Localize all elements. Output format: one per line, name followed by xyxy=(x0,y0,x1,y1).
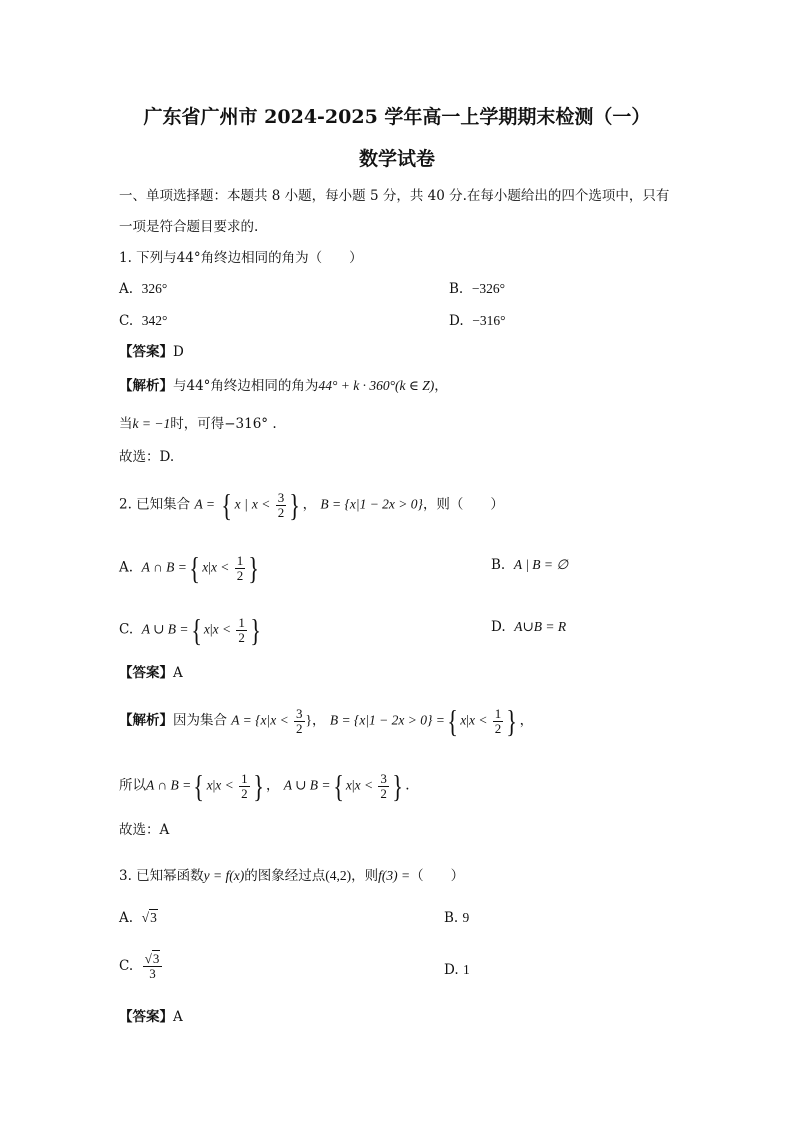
q2-option-c xyxy=(119,614,263,646)
option-expr: A ∪ B = xyxy=(141,621,189,637)
option-label: C. xyxy=(119,621,134,638)
option-label: A. xyxy=(119,910,134,926)
q2-analysis-line-1: 【解析】因为集合 A = {x|x < $\frac{3}{2}$ }， B = {x|1 − 2x > 0} ={ x|x < $\frac{1}{2}$ } ， xyxy=(119,703,534,739)
option-value: 9 xyxy=(462,910,470,925)
set-cond: x < xyxy=(468,712,488,728)
stem-text: 的图象经过点 xyxy=(244,868,326,884)
set-sep: | xyxy=(466,712,469,728)
set-var: x xyxy=(206,777,213,793)
q2-option-b xyxy=(491,555,568,575)
q1-option-b xyxy=(449,279,505,299)
q2-option-a xyxy=(119,552,262,584)
q3-option-a xyxy=(119,908,158,928)
analysis-label: 【解析】 xyxy=(119,378,173,394)
q2-answer xyxy=(119,663,183,683)
answer-label: 【答案】 xyxy=(119,344,173,360)
analysis-math: k = −1 xyxy=(132,416,171,431)
option-label: C. xyxy=(119,313,134,329)
q1-analysis-line-1 xyxy=(119,376,448,396)
set-a-lhs: A = xyxy=(194,496,215,512)
analysis-union: A ∪ B = xyxy=(283,777,331,793)
analysis-end: ， xyxy=(434,378,448,394)
left-brace-glyph: { xyxy=(189,550,200,586)
option-label: B. xyxy=(444,910,459,926)
stem-text: （ ） xyxy=(410,868,465,884)
q3-option-d xyxy=(444,960,470,980)
set-sep: | xyxy=(209,621,213,637)
left-brace-glyph: { xyxy=(221,487,233,523)
q3-answer xyxy=(119,1007,183,1027)
section-instructions-line-1: 一、单项选择题：本题共 8 小题，每小题 5 分，共 40 分.在每小题给出的四个选项中，只有 xyxy=(119,188,670,204)
option-label: D. xyxy=(491,619,506,635)
q3-option-c xyxy=(119,952,163,981)
analysis-set-b: B = {x|1 − 2x > 0} = xyxy=(329,712,445,728)
fraction-3-over-2: $\frac{3}{2}$ xyxy=(380,770,387,801)
q2-option-d xyxy=(491,617,566,637)
set-cond: x < xyxy=(212,621,232,637)
set-var: x xyxy=(203,621,210,637)
fraction-1-over-2: $\frac{1}{2}$ xyxy=(494,705,502,736)
option-value: 326° xyxy=(141,281,168,296)
q1-conclusion: 故选：D. xyxy=(119,449,175,465)
fraction-3-over-2: $\frac{3}{2}$ xyxy=(296,705,303,736)
q2-conclusion: 故选：A xyxy=(119,822,170,838)
fraction-3-over-2: $\frac{3}{2}$ xyxy=(277,489,285,520)
stem-text: ，则（ ） xyxy=(422,496,504,513)
q1-option-d xyxy=(449,311,506,331)
option-value: 1 xyxy=(462,962,470,977)
option-label: B. xyxy=(449,281,464,297)
analysis-text: 时，可得−316° . xyxy=(170,416,277,432)
right-brace-glyph: } xyxy=(289,487,301,523)
analysis-label: 【解析】 xyxy=(119,712,173,729)
answer-value: D xyxy=(173,344,184,360)
sqrt-expr: √3 xyxy=(141,910,157,925)
set-sep: | xyxy=(244,496,248,512)
stem-text: 2. 已知集合 xyxy=(119,496,191,513)
stem-point: (4,2) xyxy=(325,868,352,883)
stem-text: ，则 xyxy=(351,868,379,884)
option-value: −326° xyxy=(471,281,506,296)
q1-analysis-line-2 xyxy=(119,414,277,434)
set-close: } xyxy=(305,712,313,728)
answer-value: A xyxy=(173,665,183,681)
stem-fn: y = f(x) xyxy=(203,868,245,883)
left-brace-glyph: { xyxy=(447,703,458,739)
right-brace-glyph: } xyxy=(392,768,403,804)
left-brace-glyph: { xyxy=(193,768,205,804)
option-label: C. xyxy=(119,958,134,974)
analysis-text: 因为集合 xyxy=(173,712,227,729)
analysis-set-a: A = {x|x < xyxy=(231,712,289,728)
option-value: −316° xyxy=(472,313,506,328)
answer-label: 【答案】 xyxy=(119,665,173,681)
q2-stem xyxy=(119,489,504,521)
set-sep: | xyxy=(351,777,355,793)
q1-option-a xyxy=(119,279,167,299)
analysis-end: . xyxy=(405,777,410,794)
page-title: 广东省广州市 2024-2025 学年高一上学期期末检测（一） xyxy=(143,106,651,128)
q3-stem xyxy=(119,866,464,886)
set-cond: x < xyxy=(210,559,230,575)
right-brace-glyph: } xyxy=(252,768,264,804)
set-sep: | xyxy=(212,777,216,793)
option-expr: A | B = ∅ xyxy=(513,557,569,572)
set-var: x xyxy=(234,496,241,512)
page-subtitle: 数学试卷 xyxy=(358,148,435,170)
right-brace-glyph: } xyxy=(250,612,261,648)
fraction-sqrt3-over-3: $\frac{√3}{3}$ xyxy=(143,952,163,981)
left-brace-glyph: { xyxy=(332,768,344,804)
analysis-text: 所以 xyxy=(119,777,146,794)
option-label: D. xyxy=(444,962,459,978)
analysis-text: 与44°角终边相同的角为 xyxy=(173,378,319,394)
set-cond: x < xyxy=(215,777,234,793)
answer-label: 【答案】 xyxy=(119,1009,173,1025)
stem-f3: f(3) = xyxy=(378,868,411,883)
q1-option-c xyxy=(119,311,167,331)
option-value: 342° xyxy=(141,313,168,328)
right-brace-glyph: } xyxy=(506,703,518,739)
option-label: A. xyxy=(119,559,134,576)
set-var: x xyxy=(345,777,352,793)
q2-analysis-line-2: 所以A ∩ B ={ x|x < $\frac{1}{2}$ } ， A ∪ B ={ x|x < $\frac{3}{2}$ } . xyxy=(119,768,410,804)
q3-option-b xyxy=(444,908,469,928)
fraction-1-over-2: $\frac{1}{2}$ xyxy=(241,770,248,801)
set-b-def: B = {x|1 − 2x > 0} xyxy=(320,496,423,512)
right-brace-glyph: } xyxy=(248,550,260,586)
set-var: x xyxy=(202,559,209,575)
analysis-end: ， xyxy=(519,712,534,729)
answer-value: A xyxy=(173,1009,183,1025)
stem-separator: ， xyxy=(302,496,317,513)
option-label: D. xyxy=(449,313,464,329)
option-expr: A∪B = R xyxy=(514,619,567,634)
option-expr: A ∩ B = xyxy=(141,559,187,575)
set-sep: | xyxy=(208,559,211,575)
section-instructions-line-2: 一项是符合题目要求的. xyxy=(119,219,259,235)
fraction-1-over-2: $\frac{1}{2}$ xyxy=(238,614,245,645)
analysis-math: 44° + k · 360°(k ∈ Z) xyxy=(318,378,435,393)
analysis-text: 当 xyxy=(119,416,133,432)
analysis-inter: A ∩ B = xyxy=(146,777,192,793)
set-cond: x < xyxy=(251,496,271,512)
set-cond: x < xyxy=(354,777,374,793)
left-brace-glyph: { xyxy=(190,612,202,648)
option-label: A. xyxy=(119,281,134,297)
q1-stem: 1. 下列与44°角终边相同的角为（ ） xyxy=(119,250,363,266)
stem-text: 3. 已知幂函数 xyxy=(119,868,204,884)
q1-answer xyxy=(119,342,184,362)
fraction-1-over-2: $\frac{1}{2}$ xyxy=(236,552,244,583)
option-label: B. xyxy=(491,557,506,573)
set-var: x xyxy=(460,712,467,728)
